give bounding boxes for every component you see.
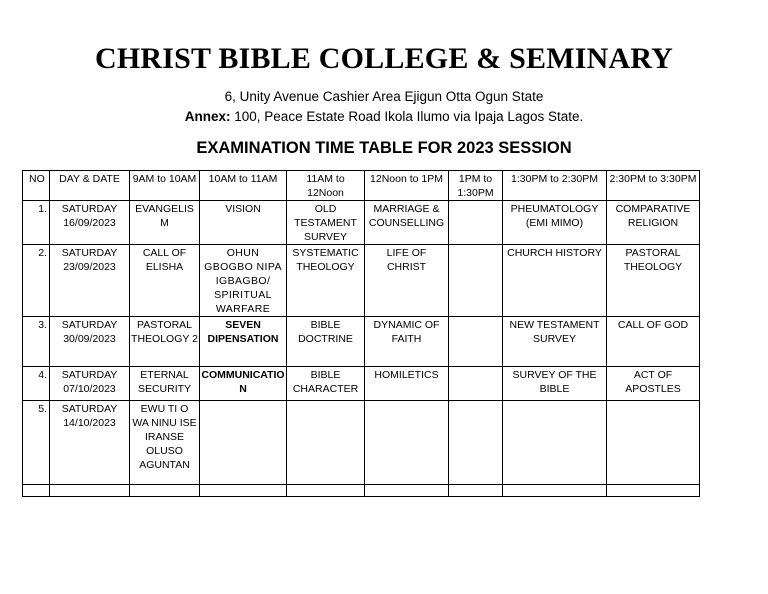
cell-11am: SYSTEMATIC THEOLOGY — [287, 245, 365, 317]
table-row — [23, 245, 700, 317]
row-day-date — [50, 201, 130, 245]
row-number: 4. — [23, 367, 50, 401]
exam-timetable — [22, 170, 700, 497]
cell-12noon — [365, 401, 449, 485]
cell-130pm: NEW TESTAMENT SURVEY — [503, 317, 607, 367]
row-day: SATURDAY — [61, 403, 118, 415]
row-day-date — [50, 317, 130, 367]
cell-11am — [287, 401, 365, 485]
row-day-date — [50, 367, 130, 401]
header-1pm: 1PM to 1:30PM — [449, 171, 503, 201]
header-9am: 9AM to 10AM — [130, 171, 200, 201]
cell-9am: PASTORAL THEOLOGY 2 — [130, 317, 200, 367]
header-11am: 11AM to 12Noon — [287, 171, 365, 201]
table-row — [23, 201, 700, 245]
table-row — [23, 401, 700, 485]
page-title: CHRIST BIBLE COLLEGE & SEMINARY — [94, 42, 674, 75]
cell-11am: BIBLE CHARACTER — [287, 367, 365, 401]
cell-11am: BIBLE DOCTRINE — [287, 317, 365, 367]
row-day: SATURDAY — [61, 247, 118, 259]
header-230pm: 2:30PM to 3:30PM — [607, 171, 700, 201]
row-date: 23/09/2023 — [63, 261, 116, 273]
header-no: NO — [23, 171, 50, 201]
cell-130pm: SURVEY OF THE BIBLE — [503, 367, 607, 401]
header-130pm: 1:30PM to 2:30PM — [503, 171, 607, 201]
cell-10am: SEVEN DIPENSATION — [200, 317, 287, 367]
cell-1pm — [449, 201, 503, 245]
cell-130pm: CHURCH HISTORY — [503, 245, 607, 317]
cell-230pm: PASTORAL THEOLOGY — [607, 245, 700, 317]
row-day: SATURDAY — [61, 319, 118, 331]
table-header-row — [23, 171, 700, 201]
cell-1pm — [449, 401, 503, 485]
row-day-date — [50, 245, 130, 317]
cell-10am: VISION — [200, 201, 287, 245]
cell-130pm: PHEUMATOLOGY (EMI MIMO) — [503, 201, 607, 245]
cell-12noon: DYNAMIC OF FAITH — [365, 317, 449, 367]
cell-10am — [200, 401, 287, 485]
address-line-2 — [0, 109, 768, 124]
annex-label: Annex: — [184, 109, 231, 124]
row-day: SATURDAY — [61, 369, 118, 381]
cell-9am: ETERNAL SECURITY — [130, 367, 200, 401]
row-date: 07/10/2023 — [63, 383, 116, 395]
row-day-date — [50, 401, 130, 485]
cell-9am: CALL OF ELISHA — [130, 245, 200, 317]
row-number: 3. — [23, 317, 50, 367]
row-number: 5. — [23, 401, 50, 485]
cell-11am: OLD TESTAMENT SURVEY — [287, 201, 365, 245]
header-day-date: DAY & DATE — [50, 171, 130, 201]
row-number: 1. — [23, 201, 50, 245]
row-date: 14/10/2023 — [63, 417, 116, 429]
cell-1pm — [449, 317, 503, 367]
table-row-empty — [23, 485, 700, 497]
annex-address: 100, Peace Estate Road Ikola Ilumo via Ipaja Lagos State. — [230, 109, 584, 124]
cell-230pm: ACT OF APOSTLES — [607, 367, 700, 401]
cell-230pm — [607, 401, 700, 485]
header-10am: 10AM to 11AM — [200, 171, 287, 201]
cell-9am: EWU TI O WA NINU ISE IRANSE OLUSO AGUNTAN — [130, 401, 200, 485]
cell-12noon: LIFE OF CHRIST — [365, 245, 449, 317]
cell-10am: OHUN GBOGBO NIPA IGBAGBO/ SPIRITUAL WARFARE — [200, 245, 287, 317]
row-date: 30/09/2023 — [63, 333, 116, 345]
header-12noon: 12Noon to 1PM — [365, 171, 449, 201]
row-date: 16/09/2023 — [63, 217, 116, 229]
cell-12noon: MARRIAGE & COUNSELLING — [365, 201, 449, 245]
cell-1pm — [449, 245, 503, 317]
cell-10am: COMMUNICATION — [200, 367, 287, 401]
address-line-1: 6, Unity Avenue Cashier Area Ejigun Otta Ogun State — [224, 89, 544, 104]
table-row — [23, 367, 700, 401]
cell-1pm — [449, 367, 503, 401]
cell-12noon: HOMILETICS — [365, 367, 449, 401]
cell-230pm: CALL OF GOD — [607, 317, 700, 367]
cell-9am: EVANGELISM — [130, 201, 200, 245]
row-number: 2. — [23, 245, 50, 317]
timetable-heading: EXAMINATION TIME TABLE FOR 2023 SESSION — [196, 139, 572, 157]
cell-130pm — [503, 401, 607, 485]
cell-230pm: COMPARATIVE RELIGION — [607, 201, 700, 245]
row-day: SATURDAY — [61, 203, 118, 215]
table-row — [23, 317, 700, 367]
